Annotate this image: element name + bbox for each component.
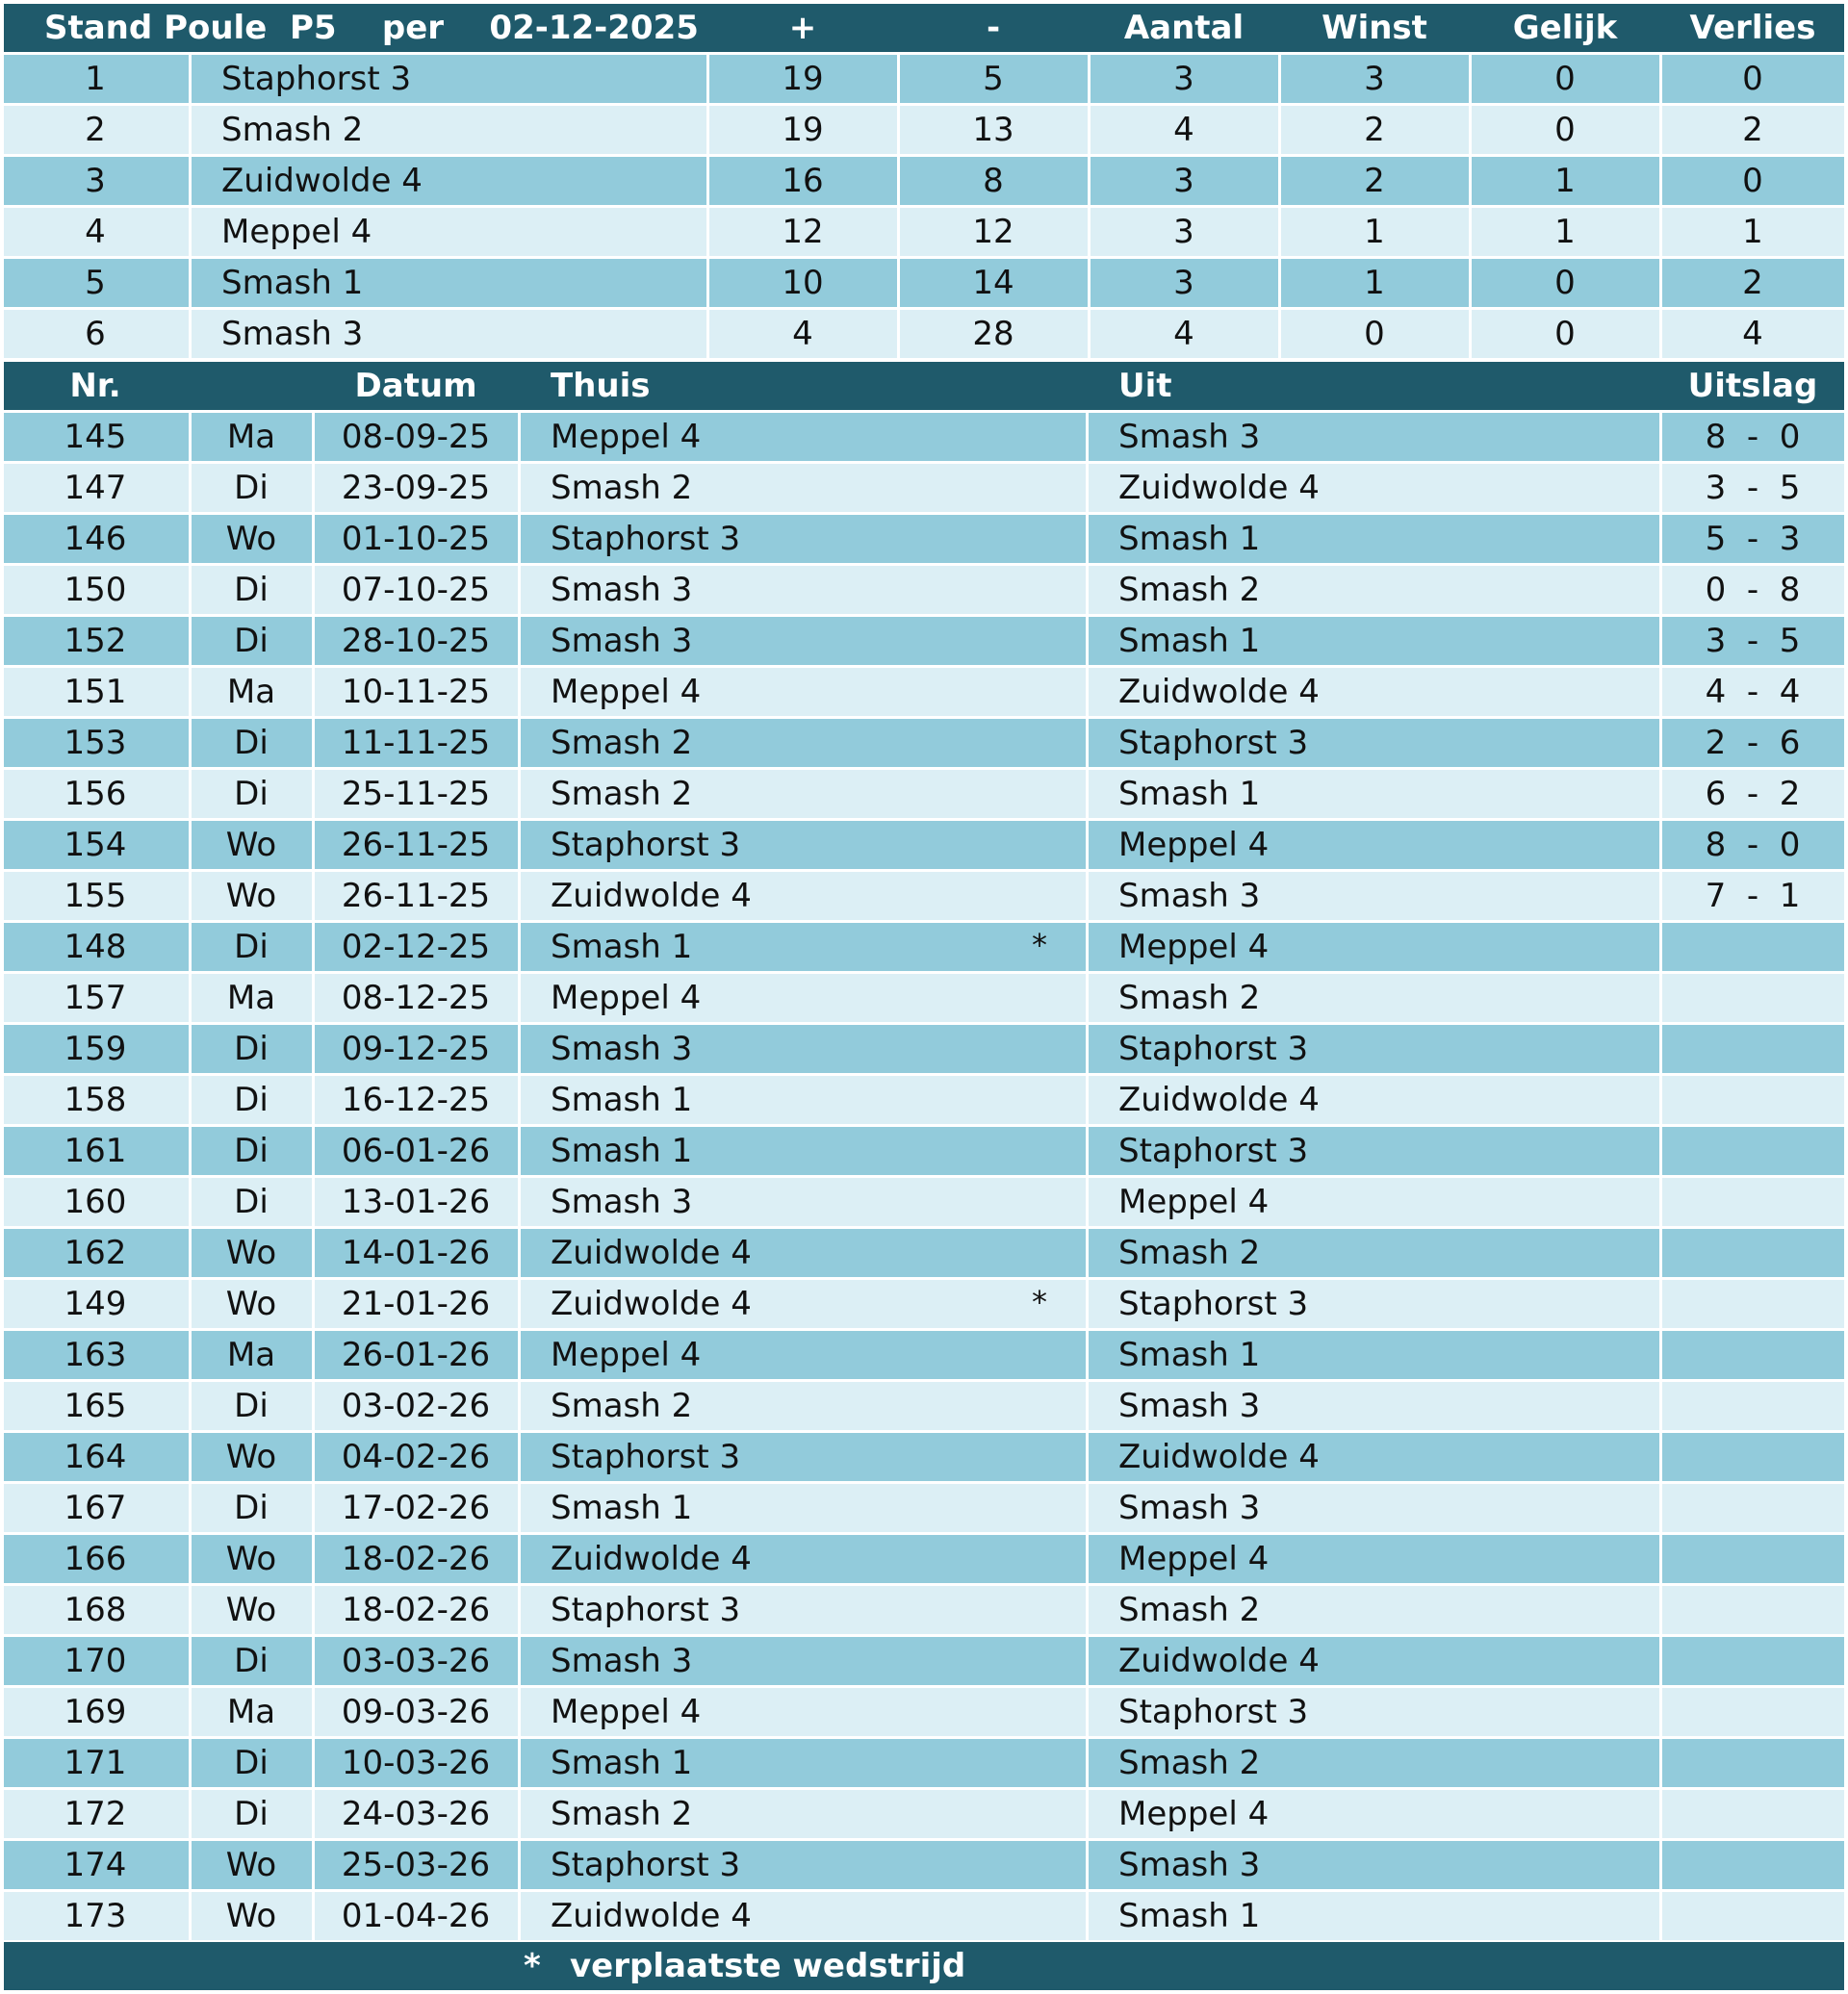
header-winst: Winst (1322, 9, 1427, 47)
match-home: Staphorst 3 (551, 520, 741, 558)
standings-row (4, 55, 1844, 103)
standing-winst: 0 (1364, 315, 1385, 353)
match-away: Meppel 4 (1118, 826, 1270, 864)
match-home: Smash 3 (551, 1030, 693, 1068)
match-date: 10-03-26 (341, 1744, 491, 1782)
match-nr: 152 (64, 622, 127, 660)
standing-winst: 1 (1364, 264, 1385, 302)
table-row (4, 1229, 1844, 1277)
match-score (1661, 1535, 1844, 1583)
match-date: 18-02-26 (341, 1540, 491, 1578)
match-nr: 167 (64, 1489, 127, 1527)
table-row (4, 974, 1844, 1022)
match-nr: 163 (64, 1336, 127, 1374)
standing-pos: 2 (85, 111, 106, 149)
table-row (4, 719, 1844, 767)
match-day: Di (234, 1489, 269, 1527)
table-row (4, 1178, 1844, 1226)
match-score: 4 - 4 (1705, 673, 1801, 711)
match-away: Smash 2 (1118, 1591, 1261, 1629)
table-row (4, 1841, 1844, 1889)
match-nr: 173 (64, 1897, 127, 1935)
standings-row (4, 208, 1844, 256)
match-day: Ma (226, 673, 276, 711)
standing-pos: 3 (85, 162, 106, 200)
match-away: Smash 1 (1118, 775, 1261, 813)
match-day: Di (234, 928, 269, 966)
match-home: Meppel 4 (551, 979, 702, 1017)
footer-star: * (524, 1947, 541, 1985)
standing-pos: 6 (85, 315, 106, 353)
standing-aantal: 4 (1173, 111, 1194, 149)
standing-plus: 19 (782, 60, 824, 98)
table-row (4, 872, 1844, 920)
match-away: Smash 1 (1118, 520, 1261, 558)
table-row (4, 1076, 1844, 1124)
match-date: 08-12-25 (341, 979, 491, 1017)
footer-row (4, 1942, 1844, 1990)
match-day: Wo (225, 877, 277, 915)
standings-date: 02-12-2025 (489, 9, 699, 47)
standings-row (4, 259, 1844, 307)
match-away: Staphorst 3 (1118, 724, 1309, 762)
match-nr: 165 (64, 1387, 127, 1425)
match-nr: 172 (64, 1795, 127, 1833)
match-nr: 169 (64, 1693, 127, 1731)
match-day: Di (234, 469, 269, 507)
match-away: Zuidwolde 4 (1118, 673, 1320, 711)
column-divider (189, 52, 192, 359)
match-date: 25-11-25 (341, 775, 491, 813)
match-date: 01-10-25 (341, 520, 491, 558)
match-nr: 154 (64, 826, 127, 864)
match-away: Meppel 4 (1118, 928, 1270, 966)
match-date: 07-10-25 (341, 571, 491, 609)
match-nr: 170 (64, 1642, 127, 1680)
match-away: Zuidwolde 4 (1118, 1642, 1320, 1680)
table-row (4, 1025, 1844, 1073)
table-row (4, 1382, 1844, 1430)
match-nr: 162 (64, 1234, 127, 1272)
match-nr: 161 (64, 1132, 127, 1170)
match-day: Wo (225, 1285, 277, 1323)
match-date: 08-09-25 (341, 418, 491, 456)
schedule-header-row (4, 362, 1844, 410)
standings-row (4, 310, 1844, 358)
standing-minus: 13 (972, 111, 1014, 149)
table-row (4, 923, 1844, 971)
match-nr: 156 (64, 775, 127, 813)
table-row (4, 821, 1844, 869)
standing-gelijk: 1 (1554, 213, 1576, 251)
match-date: 10-11-25 (341, 673, 491, 711)
standing-aantal: 3 (1173, 264, 1194, 302)
match-home: Smash 1 (551, 1081, 693, 1119)
match-day: Wo (225, 1897, 277, 1935)
standing-team: Zuidwolde 4 (221, 162, 423, 200)
match-away: Zuidwolde 4 (1118, 1081, 1320, 1119)
match-nr: 145 (64, 418, 127, 456)
match-home: Smash 2 (551, 1387, 693, 1425)
match-date: 06-01-26 (341, 1132, 491, 1170)
match-day: Di (234, 1642, 269, 1680)
match-away: Smash 1 (1118, 1336, 1261, 1374)
match-home: Smash 3 (551, 622, 693, 660)
match-score (1661, 1076, 1844, 1124)
standing-gelijk: 0 (1554, 60, 1576, 98)
standing-team: Smash 1 (221, 264, 364, 302)
standing-verlies: 0 (1742, 60, 1763, 98)
match-nr: 150 (64, 571, 127, 609)
standings-title (44, 4, 718, 52)
match-away: Smash 2 (1118, 1744, 1261, 1782)
match-away: Smash 3 (1118, 877, 1261, 915)
standing-gelijk: 0 (1554, 111, 1576, 149)
match-home: Meppel 4 (551, 1693, 702, 1731)
match-score (1661, 1229, 1844, 1277)
standing-verlies: 2 (1742, 111, 1763, 149)
table-row (4, 515, 1844, 563)
match-score: 2 - 6 (1705, 724, 1801, 762)
table-row (4, 1790, 1844, 1838)
column-divider (518, 410, 521, 1942)
header-uitslag: Uitslag (1687, 367, 1818, 405)
match-day: Di (234, 1387, 269, 1425)
match-day: Wo (225, 826, 277, 864)
match-away: Smash 1 (1118, 622, 1261, 660)
match-day: Di (234, 1183, 269, 1221)
match-away: Staphorst 3 (1118, 1285, 1309, 1323)
header-aantal: Aantal (1123, 9, 1245, 47)
match-date: 23-09-25 (341, 469, 491, 507)
standings-row (4, 157, 1844, 205)
match-date: 16-12-25 (341, 1081, 491, 1119)
match-score (1661, 1025, 1844, 1073)
moved-match-marker: * (1032, 927, 1047, 963)
standing-plus: 12 (782, 213, 824, 251)
match-day: Wo (225, 1234, 277, 1272)
match-date: 02-12-25 (341, 928, 491, 966)
table-row (4, 1280, 1844, 1328)
match-away: Smash 2 (1118, 1234, 1261, 1272)
header-nr: Nr. (69, 367, 121, 405)
match-away: Meppel 4 (1118, 1795, 1270, 1833)
match-day: Ma (226, 418, 276, 456)
match-away: Smash 1 (1118, 1897, 1261, 1935)
header-datum: Datum (354, 367, 477, 405)
match-score (1661, 1892, 1844, 1940)
match-home: Smash 1 (551, 1744, 693, 1782)
match-day: Di (234, 1132, 269, 1170)
standing-team: Staphorst 3 (221, 60, 412, 98)
match-score (1661, 1688, 1844, 1736)
match-home: Smash 3 (551, 1183, 693, 1221)
table-row (4, 1331, 1844, 1379)
match-score: 8 - 0 (1705, 418, 1801, 456)
table-row (4, 1739, 1844, 1787)
match-away: Meppel 4 (1118, 1540, 1270, 1578)
column-divider (706, 52, 709, 359)
table-row (4, 770, 1844, 818)
standing-aantal: 3 (1173, 213, 1194, 251)
match-away: Smash 3 (1118, 1846, 1261, 1884)
match-score (1661, 1790, 1844, 1838)
match-date: 11-11-25 (341, 724, 491, 762)
table-row (4, 1535, 1844, 1583)
match-home: Zuidwolde 4 (551, 1897, 752, 1935)
match-date: 24-03-26 (341, 1795, 491, 1833)
match-score: 0 - 8 (1705, 571, 1801, 609)
match-day: Di (234, 1030, 269, 1068)
match-away: Smash 3 (1118, 1489, 1261, 1527)
match-home: Smash 1 (551, 1132, 693, 1170)
match-score (1661, 1586, 1844, 1634)
match-day: Di (234, 1795, 269, 1833)
standing-winst: 1 (1364, 213, 1385, 251)
standing-pos: 1 (85, 60, 106, 98)
match-nr: 174 (64, 1846, 127, 1884)
match-home: Smash 2 (551, 1795, 693, 1833)
match-nr: 151 (64, 673, 127, 711)
match-day: Wo (225, 1846, 277, 1884)
match-home: Smash 2 (551, 469, 693, 507)
match-date: 21-01-26 (341, 1285, 491, 1323)
match-day: Di (234, 571, 269, 609)
standing-team: Meppel 4 (221, 213, 372, 251)
match-day: Ma (226, 979, 276, 1017)
table-row (4, 1688, 1844, 1736)
match-home: Smash 3 (551, 1642, 693, 1680)
match-nr: 171 (64, 1744, 127, 1782)
match-score: 6 - 2 (1705, 775, 1801, 813)
match-score (1661, 1484, 1844, 1532)
match-home: Staphorst 3 (551, 826, 741, 864)
column-divider (1659, 410, 1662, 1942)
match-away: Smash 3 (1118, 418, 1261, 456)
match-away: Staphorst 3 (1118, 1132, 1309, 1170)
match-score: 7 - 1 (1705, 877, 1801, 915)
standing-plus: 4 (792, 315, 813, 353)
match-nr: 160 (64, 1183, 127, 1221)
match-home: Zuidwolde 4 (551, 877, 752, 915)
table-row (4, 1127, 1844, 1175)
match-home: Smash 1 (551, 1489, 693, 1527)
match-date: 01-04-26 (341, 1897, 491, 1935)
match-away: Staphorst 3 (1118, 1693, 1309, 1731)
standing-pos: 4 (85, 213, 106, 251)
footer-note: verplaatste wedstrijd (570, 1947, 966, 1985)
match-home: Smash 2 (551, 724, 693, 762)
standings-row (4, 106, 1844, 154)
header-uit: Uit (1118, 367, 1172, 405)
match-away: Zuidwolde 4 (1118, 1438, 1320, 1476)
standing-minus: 5 (983, 60, 1004, 98)
standings-header-row (4, 4, 1844, 52)
standing-verlies: 0 (1742, 162, 1763, 200)
match-nr: 157 (64, 979, 127, 1017)
standing-minus: 8 (983, 162, 1004, 200)
match-day: Wo (225, 1540, 277, 1578)
match-away: Zuidwolde 4 (1118, 469, 1320, 507)
column-divider (1469, 52, 1472, 359)
header-thuis: Thuis (551, 367, 651, 405)
match-home: Smash 2 (551, 775, 693, 813)
match-score (1661, 974, 1844, 1022)
standing-gelijk: 1 (1554, 162, 1576, 200)
match-nr: 155 (64, 877, 127, 915)
match-home: Meppel 4 (551, 418, 702, 456)
match-score: 3 - 5 (1705, 622, 1801, 660)
match-score (1661, 1841, 1844, 1889)
standing-plus: 16 (782, 162, 824, 200)
match-date: 03-02-26 (341, 1387, 491, 1425)
match-date: 13-01-26 (341, 1183, 491, 1221)
table-row (4, 413, 1844, 461)
match-score (1661, 1382, 1844, 1430)
match-score: 5 - 3 (1705, 520, 1801, 558)
match-score (1661, 1127, 1844, 1175)
match-away: Meppel 4 (1118, 1183, 1270, 1221)
standing-plus: 19 (782, 111, 824, 149)
match-score: 8 - 0 (1705, 826, 1801, 864)
match-home: Meppel 4 (551, 1336, 702, 1374)
standing-winst: 2 (1364, 111, 1385, 149)
match-day: Di (234, 1081, 269, 1119)
match-date: 26-01-26 (341, 1336, 491, 1374)
match-away: Staphorst 3 (1118, 1030, 1309, 1068)
table-row (4, 566, 1844, 614)
match-home: Zuidwolde 4 (551, 1285, 752, 1323)
match-home: Staphorst 3 (551, 1846, 741, 1884)
match-nr: 159 (64, 1030, 127, 1068)
match-date: 03-03-26 (341, 1642, 491, 1680)
match-date: 26-11-25 (341, 877, 491, 915)
column-divider (189, 410, 192, 1942)
match-home: Zuidwolde 4 (551, 1540, 752, 1578)
standings-title-label: Stand Poule (44, 9, 268, 47)
match-score: 3 - 5 (1705, 469, 1801, 507)
match-nr: 168 (64, 1591, 127, 1629)
column-divider (1278, 52, 1281, 359)
match-day: Di (234, 775, 269, 813)
match-day: Wo (225, 1591, 277, 1629)
match-score (1661, 923, 1844, 971)
table-row (4, 1433, 1844, 1481)
match-home: Smash 3 (551, 571, 693, 609)
match-home: Staphorst 3 (551, 1438, 741, 1476)
match-date: 09-12-25 (341, 1030, 491, 1068)
match-day: Di (234, 724, 269, 762)
match-score (1661, 1739, 1844, 1787)
standing-aantal: 3 (1173, 60, 1194, 98)
table-row (4, 617, 1844, 665)
standing-verlies: 2 (1742, 264, 1763, 302)
match-score (1661, 1331, 1844, 1379)
match-nr: 153 (64, 724, 127, 762)
table-row (4, 1484, 1844, 1532)
table-row (4, 668, 1844, 716)
match-day: Wo (225, 520, 277, 558)
table-row (4, 464, 1844, 512)
match-home: Zuidwolde 4 (551, 1234, 752, 1272)
match-date: 26-11-25 (341, 826, 491, 864)
match-home: Staphorst 3 (551, 1591, 741, 1629)
table-row (4, 1892, 1844, 1940)
standing-verlies: 1 (1742, 213, 1763, 251)
match-nr: 146 (64, 520, 127, 558)
match-nr: 147 (64, 469, 127, 507)
match-date: 14-01-26 (341, 1234, 491, 1272)
match-away: Smash 2 (1118, 979, 1261, 1017)
match-date: 18-02-26 (341, 1591, 491, 1629)
standing-minus: 14 (972, 264, 1014, 302)
header-plus: + (788, 9, 817, 47)
column-divider (897, 52, 900, 359)
match-date: 28-10-25 (341, 622, 491, 660)
column-divider (1086, 410, 1089, 1942)
column-divider (1088, 52, 1091, 359)
standing-team: Smash 3 (221, 315, 364, 353)
header-gelijk: Gelijk (1512, 9, 1618, 47)
match-day: Di (234, 1744, 269, 1782)
column-divider (1659, 52, 1662, 359)
match-score (1661, 1433, 1844, 1481)
standing-team: Smash 2 (221, 111, 364, 149)
header-minus: - (986, 9, 1001, 47)
match-day: Ma (226, 1693, 276, 1731)
match-date: 25-03-26 (341, 1846, 491, 1884)
standing-pos: 5 (85, 264, 106, 302)
match-day: Ma (226, 1336, 276, 1374)
column-divider (312, 410, 315, 1942)
match-nr: 166 (64, 1540, 127, 1578)
match-nr: 149 (64, 1285, 127, 1323)
standing-minus: 28 (972, 315, 1014, 353)
standing-verlies: 4 (1742, 315, 1763, 353)
match-date: 17-02-26 (341, 1489, 491, 1527)
match-home: Meppel 4 (551, 673, 702, 711)
standing-gelijk: 0 (1554, 315, 1576, 353)
standing-plus: 10 (782, 264, 824, 302)
header-verlies: Verlies (1689, 9, 1816, 47)
match-score (1661, 1178, 1844, 1226)
match-date: 04-02-26 (341, 1438, 491, 1476)
standing-winst: 2 (1364, 162, 1385, 200)
standing-aantal: 4 (1173, 315, 1194, 353)
standing-aantal: 3 (1173, 162, 1194, 200)
match-day: Di (234, 622, 269, 660)
match-day: Wo (225, 1438, 277, 1476)
per-label: per (381, 9, 445, 47)
match-nr: 148 (64, 928, 127, 966)
match-nr: 164 (64, 1438, 127, 1476)
poule-name: P5 (289, 9, 337, 47)
match-nr: 158 (64, 1081, 127, 1119)
match-date: 09-03-26 (341, 1693, 491, 1731)
match-away: Smash 2 (1118, 571, 1261, 609)
moved-match-marker: * (1032, 1284, 1047, 1320)
table-row (4, 1586, 1844, 1634)
table-row (4, 1637, 1844, 1685)
standing-gelijk: 0 (1554, 264, 1576, 302)
standing-minus: 12 (972, 213, 1014, 251)
standing-winst: 3 (1364, 60, 1385, 98)
match-away: Smash 3 (1118, 1387, 1261, 1425)
match-home: Smash 1 (551, 928, 693, 966)
match-score (1661, 1280, 1844, 1328)
match-score (1661, 1637, 1844, 1685)
